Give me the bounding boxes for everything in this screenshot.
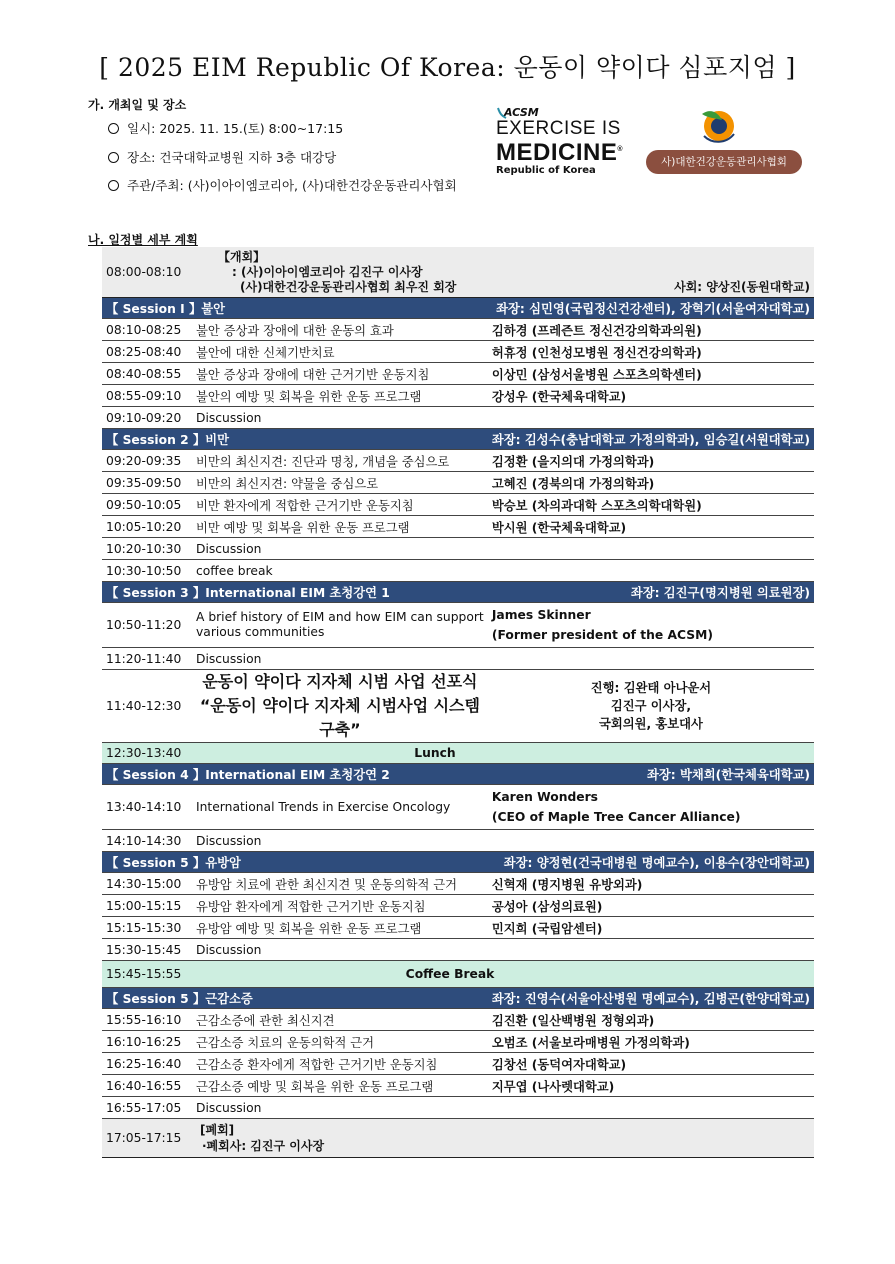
ceremony-host3: 국회의원, 홍보대사 — [598, 717, 703, 731]
session4-label: 【 Session 4 】International EIM 초청강연 2 — [102, 764, 488, 785]
kaem-emblem-icon — [696, 106, 742, 148]
closing-tag: [폐회] — [200, 1123, 235, 1137]
row-topic: Discussion — [192, 648, 488, 670]
eim-line3: Republic of Korea — [496, 165, 596, 176]
row-person — [488, 560, 814, 582]
row-person — [488, 538, 814, 560]
row-person: 오범조 (서울보라매병원 가정의학과) — [488, 1031, 814, 1053]
row-person: 김하경 (프레즌트 정신건강의학과의원) — [488, 319, 814, 341]
session1-label: 【 Session I 】불안 — [102, 298, 488, 319]
session1-chair: 좌장: 심민영(국립정신건강센터), 장혁기(서울여자대학교) — [488, 298, 814, 319]
row-time: 14:10-14:30 — [102, 830, 192, 852]
opening-row — [102, 247, 814, 298]
session4-header — [102, 764, 814, 785]
opening-line2: (사)대한건강운동관리사협회 최우진 회장 — [240, 279, 457, 294]
row-topic: 불안 증상과 장애에 대한 근거기반 운동지침 — [192, 363, 488, 385]
speaker-title: (Former president of the ACSM) — [491, 628, 714, 642]
eim-logo — [496, 106, 636, 176]
ceremony-line2: “운동이 약이다 지자체 시범사업 시스템 구축” — [199, 696, 480, 739]
row-time: 09:10-09:20 — [102, 407, 192, 429]
row-person: 김창선 (동덕여자대학교) — [488, 1053, 814, 1075]
section-b-heading: 나. 일정별 세부 계획 — [88, 233, 198, 247]
row-person: 허휴정 (인천성모병원 정신건강의학과) — [488, 341, 814, 363]
ceremony-title — [192, 670, 488, 743]
opening-line2-wrap — [240, 280, 810, 295]
speaker-name: Karen Wonders — [491, 790, 598, 804]
ceremony-time: 11:40-12:30 — [102, 670, 192, 743]
table-row — [102, 830, 814, 852]
session6-header — [102, 988, 814, 1009]
session3-header — [102, 582, 814, 603]
info-place-text: 장소: 건국대학교병원 지하 3층 대강당 — [127, 150, 337, 165]
row-time: 10:50-11:20 — [102, 603, 192, 648]
speaker-name: James Skinner — [491, 608, 591, 622]
row-topic: coffee break — [192, 560, 488, 582]
opening-content — [192, 247, 814, 298]
opening-time: 08:00-08:10 — [102, 247, 192, 298]
row-time: 08:10-08:25 — [102, 319, 192, 341]
row-time: 14:30-15:00 — [102, 873, 192, 895]
eim-line1: EXERCISE IS — [496, 118, 621, 139]
row-person: 공성아 (삼성의료원) — [488, 895, 814, 917]
table-row — [102, 407, 814, 429]
row-person: 신혁재 (명지병원 유방외과) — [488, 873, 814, 895]
row-time: 09:20-09:35 — [102, 450, 192, 472]
table-row — [102, 560, 814, 582]
row-topic: 유방암 예방 및 회복을 위한 운동 프로그램 — [192, 917, 488, 939]
info-host — [108, 176, 457, 194]
row-topic: 불안의 예방 및 회복을 위한 운동 프로그램 — [192, 385, 488, 407]
row-topic: Discussion — [192, 407, 488, 429]
section-a-heading: 가. 개최일 및 장소 — [88, 98, 187, 112]
row-time: 16:55-17:05 — [102, 1097, 192, 1119]
session2-chair: 좌장: 김성수(충남대학교 가정의학과), 임승길(서원대학교) — [488, 429, 814, 450]
row-person — [488, 830, 814, 852]
opening-tag: 【개회】 — [218, 249, 266, 264]
row-person — [488, 1097, 814, 1119]
table-row — [102, 319, 814, 341]
closing-line: ·폐회사: 김진구 이사장 — [202, 1139, 325, 1153]
kaem-label: 사)대한건강운동관리사협회 — [646, 150, 802, 174]
row-topic: 근감소증 환자에게 적합한 근거기반 운동지침 — [192, 1053, 488, 1075]
registered-mark: ® — [617, 146, 624, 153]
row-time: 15:15-15:30 — [102, 917, 192, 939]
row-topic: International Trends in Exercise Oncology — [192, 785, 488, 830]
table-row — [102, 1075, 814, 1097]
row-person — [488, 648, 814, 670]
row-person: 박시원 (한국체육대학교) — [488, 516, 814, 538]
row-time: 15:30-15:45 — [102, 939, 192, 961]
table-row — [102, 385, 814, 407]
closing-content — [192, 1119, 814, 1158]
session3-chair: 좌장: 김진구(명지병원 의료원장) — [488, 582, 814, 603]
session2-label: 【 Session 2 】비만 — [102, 429, 488, 450]
session1-header — [102, 298, 814, 319]
row-person: 민지희 (국립암센터) — [488, 917, 814, 939]
table-row — [102, 341, 814, 363]
row-time: 08:40-08:55 — [102, 363, 192, 385]
table-row — [102, 494, 814, 516]
ceremony-hosts — [488, 670, 814, 743]
session6-label: 【 Session 5 】근감소증 — [102, 988, 488, 1009]
row-person: 박승보 (차의과대학 스포츠의학대학원) — [488, 494, 814, 516]
row-topic: 불안 증상과 장애에 대한 운동의 효과 — [192, 319, 488, 341]
info-host-text: 주관/주최: (사)이아이엠코리아, (사)대한건강운동관리사협회 — [127, 178, 457, 193]
table-row — [102, 1009, 814, 1031]
session4-chair: 좌장: 박채희(한국체육대학교) — [488, 764, 814, 785]
row-topic: Discussion — [192, 538, 488, 560]
session5-header — [102, 852, 814, 873]
table-row — [102, 603, 814, 648]
speaker-title: (CEO of Maple Tree Cancer Alliance) — [491, 810, 741, 824]
ceremony-line1: 운동이 약이다 지자체 시범 사업 선포식 — [202, 672, 478, 691]
row-topic: Discussion — [192, 830, 488, 852]
table-row — [102, 1053, 814, 1075]
closing-row — [102, 1119, 814, 1158]
opening-mc: 사회: 양상진(동원대학교) — [674, 279, 810, 294]
table-row — [102, 873, 814, 895]
row-topic: 불안에 대한 신체기반치료 — [192, 341, 488, 363]
row-topic: Discussion — [192, 1097, 488, 1119]
row-time: 11:20-11:40 — [102, 648, 192, 670]
row-topic: 근감소증 예방 및 회복을 위한 운동 프로그램 — [192, 1075, 488, 1097]
table-row — [102, 895, 814, 917]
eim-line2 — [496, 138, 636, 165]
row-person: 김진환 (일산백병원 정형외과) — [488, 1009, 814, 1031]
row-topic: A brief history of EIM and how EIM can support various communities — [192, 603, 488, 648]
kaem-logo — [646, 106, 802, 176]
row-person: 김정환 (을지의대 가정의학과) — [488, 450, 814, 472]
table-row — [102, 538, 814, 560]
info-date-text: 일시: 2025. 11. 15.(토) 8:00~17:15 — [127, 121, 344, 136]
info-place — [108, 148, 336, 166]
row-topic: 비만의 최신지견: 약물을 중심으로 — [192, 472, 488, 494]
row-person — [488, 939, 814, 961]
row-person: 지무엽 (나사렛대학교) — [488, 1075, 814, 1097]
lunch-time: 12:30-13:40 — [102, 743, 192, 764]
row-topic: 근감소증에 관한 최신지견 — [192, 1009, 488, 1031]
row-time: 10:20-10:30 — [102, 538, 192, 560]
row-time: 16:10-16:25 — [102, 1031, 192, 1053]
coffee-time: 15:45-15:55 — [102, 961, 192, 988]
table-row — [102, 516, 814, 538]
circle-bullet-icon — [108, 180, 119, 191]
swoosh-icon — [496, 106, 508, 120]
session6-chair: 좌장: 진영수(서울아산병원 명예교수), 김병곤(한양대학교) — [488, 988, 814, 1009]
acsm-text: ACSM — [504, 106, 539, 119]
row-time: 16:40-16:55 — [102, 1075, 192, 1097]
row-person — [488, 785, 814, 830]
session5-chair: 좌장: 양정현(건국대병원 명예교수), 이용수(장안대학교) — [488, 852, 814, 873]
row-time: 08:25-08:40 — [102, 341, 192, 363]
session5-label: 【 Session 5 】유방암 — [102, 852, 488, 873]
row-time: 10:05-10:20 — [102, 516, 192, 538]
table-row — [102, 450, 814, 472]
table-row — [102, 363, 814, 385]
coffee-row — [102, 961, 814, 988]
row-time: 09:50-10:05 — [102, 494, 192, 516]
session2-header — [102, 429, 814, 450]
ceremony-host1: 진행: 김완태 아나운서 — [590, 681, 712, 695]
row-person — [488, 603, 814, 648]
row-time: 13:40-14:10 — [102, 785, 192, 830]
lunch-label: Lunch — [192, 743, 814, 764]
row-time: 08:55-09:10 — [102, 385, 192, 407]
table-row — [102, 648, 814, 670]
row-topic: Discussion — [192, 939, 488, 961]
ceremony-row — [102, 670, 814, 743]
circle-bullet-icon — [108, 152, 119, 163]
row-time: 16:25-16:40 — [102, 1053, 192, 1075]
session3-label: 【 Session 3 】International EIM 초청강연 1 — [102, 582, 488, 603]
opening-line1: : (사)이아이엠코리아 김진구 이사장 — [232, 264, 423, 279]
row-person: 이상민 (삼성서울병원 스포츠의학센터) — [488, 363, 814, 385]
lunch-row — [102, 743, 814, 764]
circle-bullet-icon — [108, 123, 119, 134]
schedule-table — [102, 247, 814, 1158]
table-row — [102, 1097, 814, 1119]
table-row — [102, 1031, 814, 1053]
coffee-label: Coffee Break — [192, 961, 814, 988]
table-row — [102, 785, 814, 830]
row-time: 10:30-10:50 — [102, 560, 192, 582]
row-topic: 비만 예방 및 회복을 위한 운동 프로그램 — [192, 516, 488, 538]
row-person: 고혜진 (경북의대 가정의학과) — [488, 472, 814, 494]
page-title: [ 2025 EIM Republic Of Korea: 운동이 약이다 심포지엄 ] — [99, 53, 796, 82]
table-row — [102, 939, 814, 961]
row-time: 15:00-15:15 — [102, 895, 192, 917]
ceremony-host2: 김진구 이사장, — [610, 699, 692, 713]
row-topic: 비만의 최신지견: 진단과 명칭, 개념을 중심으로 — [192, 450, 488, 472]
table-row — [102, 917, 814, 939]
row-topic: 유방암 환자에게 적합한 근거기반 운동지침 — [192, 895, 488, 917]
row-topic: 유방암 치료에 관한 최신지견 및 운동의학적 근거 — [192, 873, 488, 895]
row-person: 강성우 (한국체육대학교) — [488, 385, 814, 407]
row-topic: 비만 환자에게 적합한 근거기반 운동지침 — [192, 494, 488, 516]
info-date — [108, 119, 343, 137]
eim-line2-text: MEDICINE — [496, 139, 618, 166]
table-row — [102, 472, 814, 494]
row-person — [488, 407, 814, 429]
row-time: 09:35-09:50 — [102, 472, 192, 494]
row-time: 15:55-16:10 — [102, 1009, 192, 1031]
closing-time: 17:05-17:15 — [102, 1119, 192, 1158]
row-topic: 근감소증 치료의 운동의학적 근거 — [192, 1031, 488, 1053]
